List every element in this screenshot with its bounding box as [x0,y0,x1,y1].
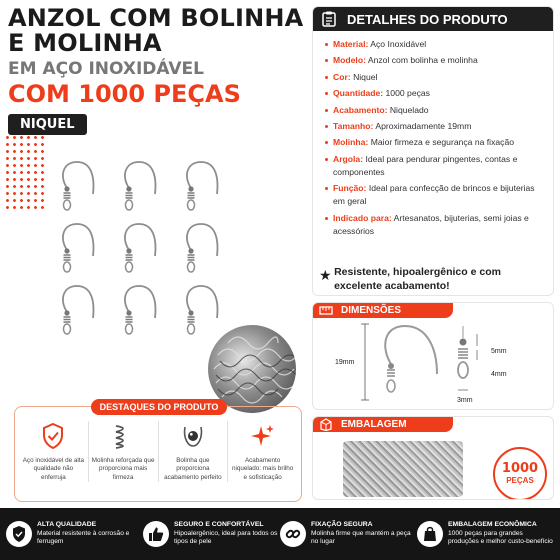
shield-icon [6,521,32,547]
highlights-panel [14,402,302,502]
footer-feature-text [311,521,417,546]
highlights-heading: DESTAQUES DO PRODUTO [91,399,227,415]
detail-item [325,120,545,133]
detail-key: Cor: [333,71,351,82]
footer-feature-desc: Material resistente à corrosão e ferrugem [37,529,130,546]
earring-hook [117,222,161,274]
detail-key: Indicado para: [333,212,392,223]
dimensions-heading: DIMENSÕES [341,305,402,316]
footer-feature-desc: 1000 peças para grandes produções e melhor custo-benefício [448,529,553,546]
quantity-unit: PEÇAS [506,476,534,485]
footer-feature-title: SEGURO E CONFORTÁVEL [174,521,264,529]
footer-feature-text [448,521,554,546]
footer-feature [143,521,280,547]
detail-key: Modelo: [333,55,366,66]
detail-value: Aproximadamente 19mm [375,120,472,131]
detail-key: Tamanho: [333,120,374,131]
detail-value: Artesanatos, bijuterias, semi joias e acessórios [333,212,529,236]
spring-icon [91,421,156,451]
title-line-2: E MOLINHA [8,29,162,57]
earring-hook [179,284,223,336]
details-note [319,265,549,293]
highlight-item [158,421,228,482]
footer-feature [6,521,143,547]
detail-item [325,182,545,208]
details-header [313,7,553,31]
highlight-text: Aço inoxidável de alta qualidade não enferruja [22,457,84,481]
earring-hook [55,160,99,212]
dim-width-label: 3mm [457,397,473,404]
detail-key: Material: [333,39,369,49]
detail-item [325,87,545,100]
earring-hook [117,160,161,212]
details-heading: DETALHES DO PRODUTO [347,11,508,27]
link-icon [280,521,306,547]
footer-feature-text [37,521,143,546]
title-line-4: COM 1000 PEÇAS [8,80,241,108]
shield-check-icon [21,421,86,451]
ruler-icon [319,304,333,317]
footer-feature-title: EMBALAGEM ECONÔMICA [448,521,537,529]
packaging-panel [312,416,554,500]
box-icon [319,418,333,431]
dim-height-label: 19mm [335,359,355,366]
detail-value: Ideal para confecção de brincos e bijuterias em geral [333,183,535,207]
footer-feature-text [174,521,280,546]
details-list [313,31,553,238]
packaging-header [313,417,453,432]
highlight-text: Molinha reforçada que proporciona mais firmeza [91,457,155,481]
thumbs-up-icon [143,521,169,547]
detail-value: Niquelado [389,104,429,115]
highlight-item [88,421,158,482]
dimensions-panel [312,302,554,410]
dimensions-header [313,303,453,318]
detail-key: Função: [333,183,367,194]
title-block [8,6,308,135]
detail-value: Aço Inoxidável [370,39,427,49]
dim-ball-label: 5mm [491,348,507,355]
earring-hook [55,284,99,336]
detail-key: Quantidade: [333,88,384,99]
highlight-item [19,421,88,482]
ball-icon [161,421,226,451]
color-badge: NIQUEL [8,114,87,135]
product-image-hooks [55,160,225,335]
detail-key: Argola: [333,153,364,164]
footer-feature-title: ALTA QUALIDADE [37,521,97,529]
footer-feature-desc: Molinha firme que mantém a peça no lugar [311,529,411,546]
star-icon: ★ [319,267,332,283]
earring-hook [179,160,223,212]
footer-feature-desc: Hipoalergênico, ideal para todos os tipos de pele [174,529,278,546]
footer-feature [280,521,417,547]
detail-item [325,71,545,84]
footer-bar [0,508,560,560]
title-line-1: ANZOL COM BOLINHA [8,4,304,32]
packaging-heading: EMBALAGEM [341,419,407,430]
footer-feature-title: FIXAÇÃO SEGURA [311,521,373,529]
earring-hook [179,222,223,274]
detail-key: Molinha: [333,137,369,148]
product-details-panel [312,6,554,296]
quantity-number: 1000 [501,461,539,476]
footer-feature [417,521,554,547]
highlight-item [227,421,297,482]
highlight-text: Bolinha que proporciona acabamento perfeito [164,457,222,481]
detail-value: 1000 peças [385,88,430,99]
detail-value: Anzol com bolinha e molinha [367,55,478,66]
detail-item [325,153,545,179]
bag-icon [417,521,443,547]
quantity-badge [493,447,547,500]
highlight-text: Acabamento niquelado: mais brilho e sofisticação [231,457,294,481]
detail-value: Ideal para pendurar pingentes, contas e componentes [333,153,518,177]
dim-spring-label: 4mm [491,371,507,378]
details-note-text: Resistente, hipoalergênico e com excelente acabamento! [334,266,501,292]
clipboard-icon [321,11,337,27]
earring-hook [55,222,99,274]
detail-key: Acabamento: [333,104,388,115]
detail-value: Maior firmeza e segurança na fixação [370,137,515,148]
earring-hook [117,284,161,336]
detail-item [325,38,545,51]
title-line-3: EM AÇO INOXIDÁVEL [8,59,204,79]
detail-value: Niquel [353,71,378,82]
detail-item [325,104,545,117]
detail-item [325,54,545,67]
detail-item [325,212,545,238]
decorative-dots [4,134,44,212]
detail-item [325,136,545,149]
packaging-bag-image [343,441,463,497]
sparkle-icon [230,421,295,451]
highlights-columns [19,421,297,482]
